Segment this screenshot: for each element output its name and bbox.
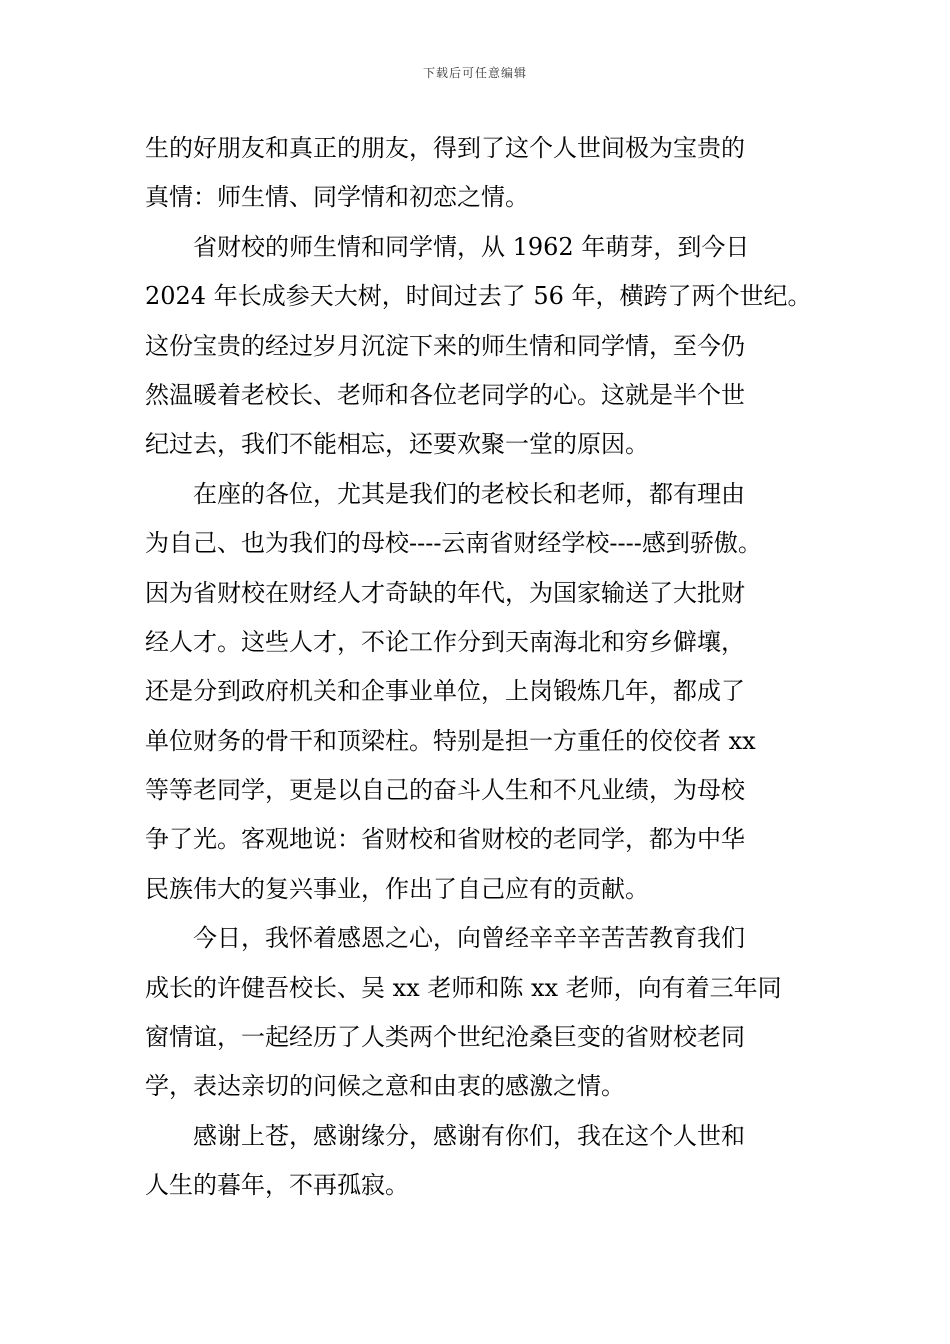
text-line: 省财校的师生情和同学情，从 1962 年萌芽，到今日 [193,232,750,261]
text-line: 在座的各位，尤其是我们的老校长和老师，都有理由 [193,479,745,508]
text-line: 人生的暮年，不再孤寂。 [145,1171,409,1200]
body-text [145,124,810,1211]
text-line: 感谢上苍，感谢缘分，感谢有你们，我在这个人世和 [193,1121,745,1150]
text-line: 争了光。客观地说：省财校和省财校的老同学，都为中华 [145,825,745,854]
text-line: 2024 年长成参天大树，时间过去了 56 年，横跨了两个世纪。 [145,282,812,311]
text-line: 为自己、也为我们的母校----云南省财经学校----感到骄傲。 [145,529,762,558]
text-line: 生的好朋友和真正的朋友，得到了这个人世间极为宝贵的 [145,134,745,162]
text-line: 然温暖着老校长、老师和各位老同学的心。这就是半个世 [145,380,745,409]
text-line: 因为省财校在财经人才奇缺的年代，为国家输送了大批财 [145,578,745,607]
text-line: 单位财务的骨干和顶梁柱。特别是担一方重任的佼佼者 xx [145,726,756,755]
text-line: 纪过去，我们不能相忘，还要欢聚一堂的原因。 [145,430,649,459]
text-line: 民族伟大的复兴事业，作出了自己应有的贡献。 [145,874,649,903]
text-line: 学，表达亲切的问候之意和由衷的感激之情。 [145,1072,625,1101]
text-line: 今日，我怀着感恩之心，向曾经辛辛辛苦苦教育我们 [193,924,745,953]
text-line: 窗情谊，一起经历了人类两个世纪沧桑巨变的省财校老同 [145,1023,745,1052]
text-line: 经人才。这些人才，不论工作分到天南海北和穷乡僻壤， [145,627,745,656]
page-header: 下载后可任意编辑 [422,66,527,80]
text-line: 还是分到政府机关和企事业单位，上岗锻炼几年，都成了 [145,677,745,706]
text-line: 等等老同学，更是以自己的奋斗人生和不凡业绩，为母校 [145,776,745,805]
text-line: 成长的许健吾校长、吴 xx 老师和陈 xx 老师，向有着三年同 [145,973,782,1002]
text-line: 这份宝贵的经过岁月沉淀下来的师生情和同学情，至今仍 [145,331,745,360]
text-line: 真情：师生情、同学情和初恋之情。 [145,183,529,212]
